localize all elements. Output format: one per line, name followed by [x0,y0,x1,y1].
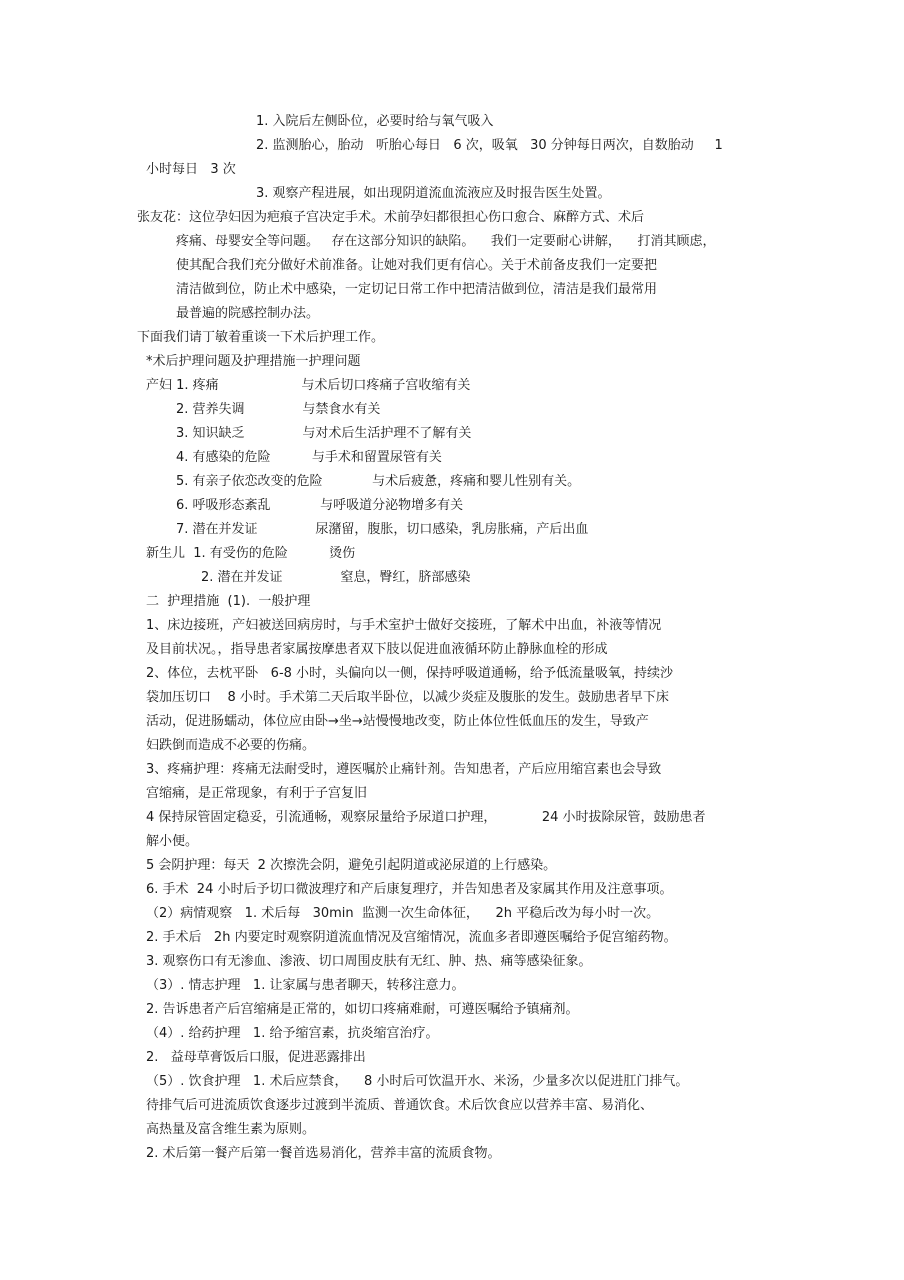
text-line: 解小便。 [146,834,199,849]
text-line: 3. 观察伤口有无渗血、渗液、切口周围皮肤有无红、肿、热、痛等感染征象。 [146,954,592,969]
text-line: 二 护理措施 (1). 一般护理 [146,594,311,609]
text-line: 下面我们请丁敏着重谈一下术后护理工作。 [137,330,385,345]
text-line: 清洁做到位，防止术中感染，一定切记日常工作中把清洁做到位，清洁是我们最常用 [176,282,658,297]
text-line: 妇跌倒而造成不必要的伤痛。 [146,738,316,753]
text-line: 4 保持尿管固定稳妥，引流通畅，观察尿量给予尿道口护理， 24 小时拔除尿管，鼓励患者 [146,810,706,825]
text-line: 5. 有亲子依恋改变的危险 与术后疲惫，疼痛和婴儿性别有关。 [176,474,581,489]
text-line: *术后护理问题及护理措施一护理问题 [146,354,361,369]
text-line: 6. 呼吸形态紊乱 与呼吸道分泌物增多有关 [176,498,464,513]
text-line: 2. 潜在并发证 窒息，臀红，脐部感染 [201,570,471,585]
text-line: 2. 术后第一餐产后第一餐首选易消化，营养丰富的流质食物。 [146,1146,501,1161]
text-line: 2. 手术后 2h 内要定时观察阴道流血情况及宫缩情况，流血多者即遵医嘱给予促宫缩药物。 [146,930,677,945]
text-line: 3、疼痛护理：疼痛无法耐受时，遵医嘱於止痛针剂。告知患者，产后应用缩宫素也会导致 [146,762,662,777]
text-line: 5 会阴护理：每天 2 次擦洗会阴，避免引起阴道或泌尿道的上行感染。 [146,858,557,873]
text-line: 新生儿 1. 有受伤的危险 烫伤 [146,546,356,561]
text-line: 2. 益母草膏饭后口服，促进恶露排出 [146,1050,366,1065]
text-line: 产妇 1. 疼痛 与术后切口疼痛子宫收缩有关 [146,378,471,393]
text-line: 2. 营养失调 与禁食水有关 [176,402,381,417]
text-line: 疼痛、母婴安全等问题。 存在这部分知识的缺陷。 我们一定要耐心讲解， 打消其顾虑， [176,234,716,249]
text-line: （4）. 给药护理 1. 给予缩宫素，抗炎缩宫治疗。 [146,1026,439,1041]
text-line: 袋加压切口 8 小时。手术第二天后取半卧位，以减少炎症及腹胀的发生。鼓励患者早下床 [146,690,669,705]
text-line: 高热量及富含维生素为原则。 [146,1122,316,1137]
text-line: 宫缩痛，是正常现象，有利于子宫复旧 [146,786,368,801]
text-line: 2. 监测胎心，胎动 听胎心每日 6 次，吸氧 30 分钟每日两次，自数胎动 1 [256,138,723,153]
text-line: 张友花：这位孕妇因为疤痕子宫决定手术。术前孕妇都很担心伤口愈合、麻醉方式、术后 [137,210,645,225]
text-line: 活动，促进肠蠕动，体位应由卧→坐→站慢慢地改变，防止体位性低血压的发生，导致产 [146,714,649,729]
text-line: 使其配合我们充分做好术前准备。让她对我们更有信心。关于术前备皮我们一定要把 [176,258,658,273]
text-line: （2）病情观察 1. 术后每 30min 监测一次生命体征， 2h 平稳后改为每小时一次。 [146,906,660,921]
text-line: 待排气后可进流质饮食逐步过渡到半流质、普通饮食。术后饮食应以营养丰富、易消化、 [146,1098,654,1113]
text-line: 6. 手术 24 小时后予切口微波理疗和产后康复理疗，并告知患者及家属其作用及注意事项。 [146,882,673,897]
text-line: 7. 潜在并发证 尿潴留，腹胀，切口感染，乳房胀痛，产后出血 [176,522,589,537]
text-line: 2、体位，去枕平卧 6-8 小时，头偏向以一侧，保持呼吸道通畅，给予低流量吸氧，持续沙 [146,666,674,681]
text-line: （3）. 情志护理 1. 让家属与患者聊天，转移注意力。 [146,978,465,993]
text-line: 及目前状况。，指导患者家属按摩患者双下肢以促进血液循环防止静脉血栓的形成 [146,642,608,657]
text-line: 3. 知识缺乏 与对术后生活护理不了解有关 [176,426,472,441]
text-line: 2. 告诉患者产后宫缩痛是正常的，如切口疼痛难耐，可遵医嘱给予镇痛剂。 [146,1002,579,1017]
text-line: 4. 有感染的危险 与手术和留置尿管有关 [176,450,442,465]
text-line: （5）. 饮食护理 1. 术后应禁食， 8 小时后可饮温开水、米汤，少量多次以促进肛门排气。 [146,1074,689,1089]
text-line: 3. 观察产程进展，如出现阴道流血流液应及时报告医生处置。 [256,186,611,201]
text-line: 1. 入院后左侧卧位，必要时给与氧气吸入 [256,114,494,129]
text-line: 1、床边接班，产妇被送回病房时，与手术室护士做好交接班，了解术中出血，补液等情况 [146,618,662,633]
text-line: 小时每日 3 次 [146,162,236,177]
text-line: 最普遍的院感控制办法。 [176,306,320,321]
